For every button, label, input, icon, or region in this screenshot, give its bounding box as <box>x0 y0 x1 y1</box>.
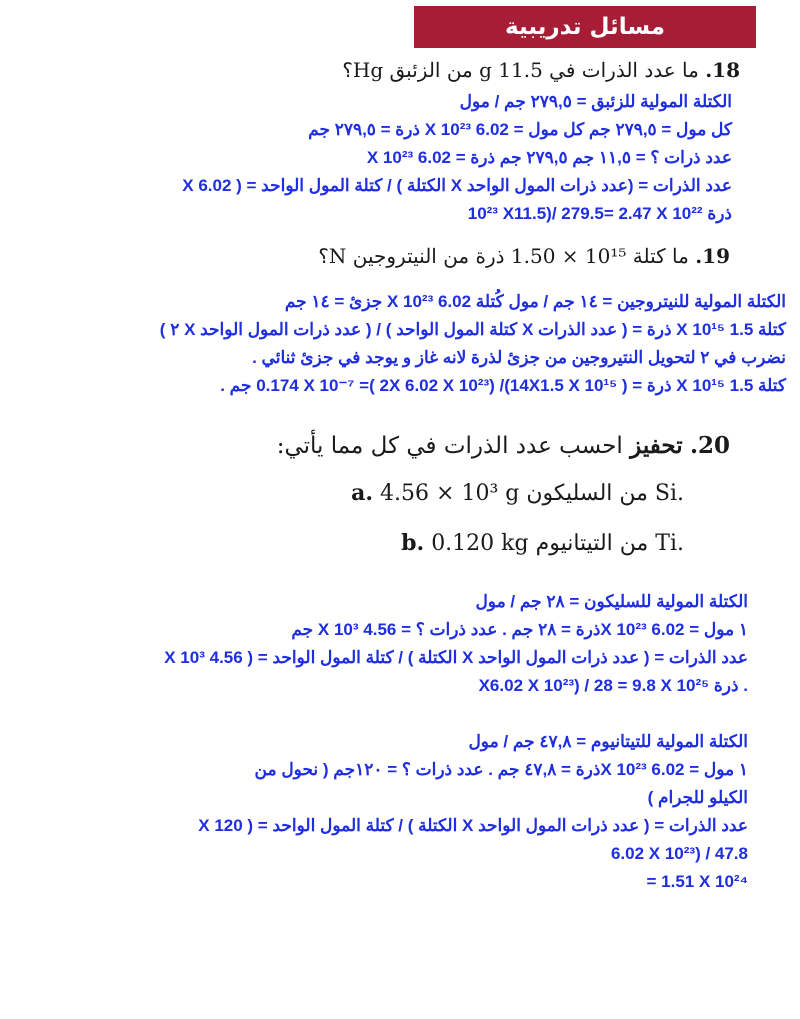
answer-line: الكتلة المولية للنيتروجين = ١٤ جم / مول كُتلة 6.02 X 10²³ جزئ = ١٤ جم <box>284 292 786 311</box>
question-text: احسب عدد الذرات في كل مما يأتي: <box>276 433 623 459</box>
question-text: ما عدد الذرات في 11.5 g من الزئبق Hg؟ <box>342 58 699 82</box>
question-number: 18. <box>705 58 740 82</box>
answer-line: الكيلو للجرام ) <box>647 788 748 807</box>
question-keyword: تحفيز <box>630 432 683 459</box>
question-18 <box>342 58 740 82</box>
question-number: 20. <box>689 432 730 459</box>
answer-line: 6.02 X 10²³) / 47.8 <box>610 844 748 863</box>
answer-line: الكتلة المولية للزئبق = ٢٧٩,٥ جم / مول <box>459 92 732 111</box>
sub-question-a <box>351 480 684 506</box>
answer-line: كتلة 1.5 X 10¹⁵ ذرة = ( 14X1.5 X 10¹⁵)/ (2X 6.02 X 10²³ )= 0.174 X 10⁻⁷ جم . <box>220 376 786 395</box>
banner-title: مسائل تدريبية <box>505 14 665 40</box>
section-banner <box>414 6 756 48</box>
answer-line: الكتلة المولية للسليكون = ٢٨ جم / مول <box>475 592 748 611</box>
sub-question-b <box>401 530 684 556</box>
answer-line: عدد ذرات ؟ = ١١,٥ جم ٢٧٩,٥ جم ذرة = 6.02 X 10²³ <box>366 148 732 167</box>
question-text: ما كتلة 10¹⁵ × 1.50 ذرة من النيتروجين N؟ <box>318 244 689 268</box>
answer-line: عدد الذرات = (عدد ذرات المول الواحد X الكتلة ) / كتلة المول الواحد = ( 6.02 X <box>182 176 732 195</box>
answer-line: ١ مول = 6.02 X 10²³ذرة = ٤٧,٨ جم . عدد ذرات ؟ = ١٢٠جم ( نحول من <box>254 760 748 779</box>
answer-line: 10²³ X11.5)/ 279.5= 2.47 X 10²² ذرة <box>467 204 732 223</box>
answer-line: نضرب في ٢ لتحويل النتيروجين من جزئ لذرة لانه غاز و يوجد في جزئ ثنائي . <box>252 348 786 367</box>
sub-question-letter: a. <box>351 480 374 506</box>
sub-question-text: 0.120 kg من التيتانيوم Ti. <box>431 531 684 556</box>
answer-line: كل مول = ٢٧٩,٥ جم كل مول = 6.02 X 10²³ ذرة = ٢٧٩,٥ جم <box>308 120 732 139</box>
answer-line: عدد الذرات = ( عدد ذرات المول الواحد X الكتلة ) / كتلة المول الواحد = ( 4.56 X 10³ <box>164 648 748 667</box>
question-19 <box>318 244 730 268</box>
question-20 <box>277 432 730 459</box>
sub-question-text: 4.56 × 10³ g من السليكون Si. <box>380 481 684 506</box>
answer-line: الكتلة المولية للتيتانيوم = ٤٧,٨ جم / مول <box>468 732 748 751</box>
answer-line: = 1.51 X 10²⁴ <box>646 872 748 891</box>
question-number: 19. <box>695 244 730 268</box>
answer-line: عدد الذرات = ( عدد ذرات المول الواحد X الكتلة ) / كتلة المول الواحد = ( 120 X <box>198 816 748 835</box>
sub-question-letter: b. <box>401 530 425 556</box>
answer-line: كتلة 1.5 X 10¹⁵ ذرة = ( عدد الذرات X كتلة المول الواحد ) / ( عدد ذرات المول الواحد X ٢ ) <box>159 320 786 339</box>
answer-line: X6.02 X 10²³) / 28 = 9.8 X 10²⁵ ذرة . <box>478 676 748 695</box>
answer-line: ١ مول = 6.02 X 10²³ذرة = ٢٨ جم . عدد ذرات ؟ = 4.56 X 10³ جم <box>291 620 748 639</box>
